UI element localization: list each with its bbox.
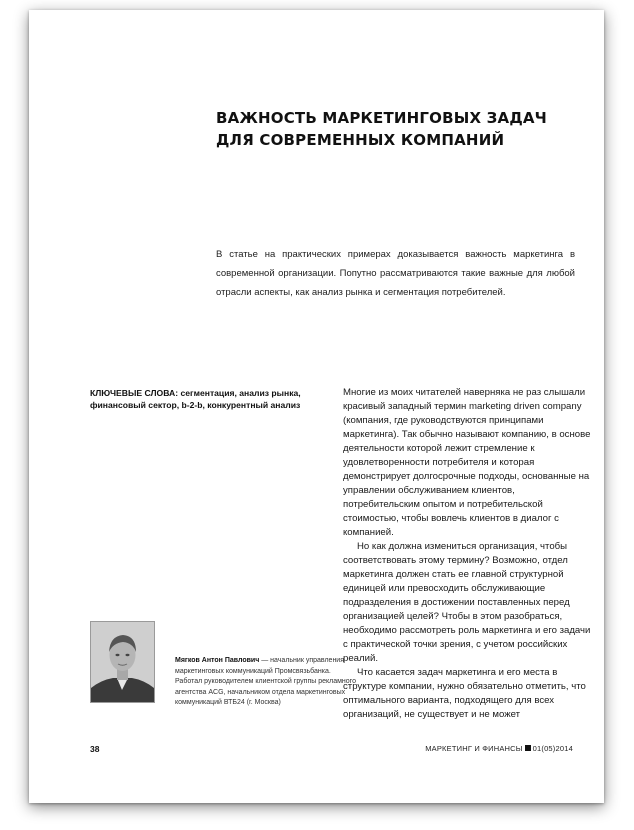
paragraph: Что касается задач маркетинга и его места в структуре компании, нужно обязательно отметить, что оптимального варианта, подходящего для всех организаций, не существует и не может — [343, 667, 586, 720]
title-line-2: ДЛЯ СОВРЕМЕННЫХ КОМПАНИЙ — [216, 131, 505, 149]
page-number: 38 — [90, 744, 100, 754]
title-line-1: ВАЖНОСТЬ МАРКЕТИНГОВЫХ ЗАДАЧ — [216, 109, 548, 127]
article-title — [216, 107, 596, 151]
author-photo — [90, 621, 155, 703]
journal-footer — [425, 744, 573, 753]
author-name: Мягков Антон Павлович — [175, 657, 260, 664]
paragraph: Но как должна измениться организация, чтобы соответствовать этому термину? Возможно, отдел маркетинга должен стать ее главной структурной единицей или превосходить обслуживающие подразделения в достижении поставленных перед организацией целей? Чтобы в этом разобраться, необходимо рассмотреть роль маркетинга и его задачи с практической точки зрения, с учетом российских реалий. — [343, 541, 591, 664]
author-portrait-icon — [91, 622, 154, 702]
paragraph: Многие из моих читателей наверняка не раз слышали красивый западный термин marketing driven company (компания, где руководствуются принципами маркетинга). Так обычно называют компанию, в основе деятельности которой лежит стремление к удовлетворенности потребителя и которая демонстрирует долгосрочные подходы, основанные на управлении обслуживанием клиентов, потребительским опытом и потребительской стоимостью, чтобы вовлечь клиентов в диалог с компанией. — [343, 387, 591, 538]
author-info — [175, 656, 357, 709]
article-body — [343, 386, 593, 722]
keywords: КЛЮЧЕВЫЕ СЛОВА: сегментация, анализ рынка, финансовый сектор, b-2-b, конкурентный анализ — [90, 388, 301, 410]
author-bio: — начальник управления маркетинговых коммуникаций Промсвязьбанка. Работал руководителем клиентской группы рекламного агентства ACG, начальником отдела маркетинговых коммуникаций ВТБ24 (г. Москва) — [175, 657, 356, 706]
issue-number: 01(05)2014 — [532, 744, 573, 753]
journal-name: МАРКЕТИНГ И ФИНАНСЫ — [425, 744, 523, 753]
square-bullet-icon — [525, 745, 531, 751]
magazine-page — [29, 10, 604, 803]
article-lead: В статье на практических примерах доказывается важность маркетинга в современной организации. Попутно рассматриваются такие важные для любой отрасли аспекты, как анализ рынка и сегментация потребителей. — [216, 249, 575, 298]
